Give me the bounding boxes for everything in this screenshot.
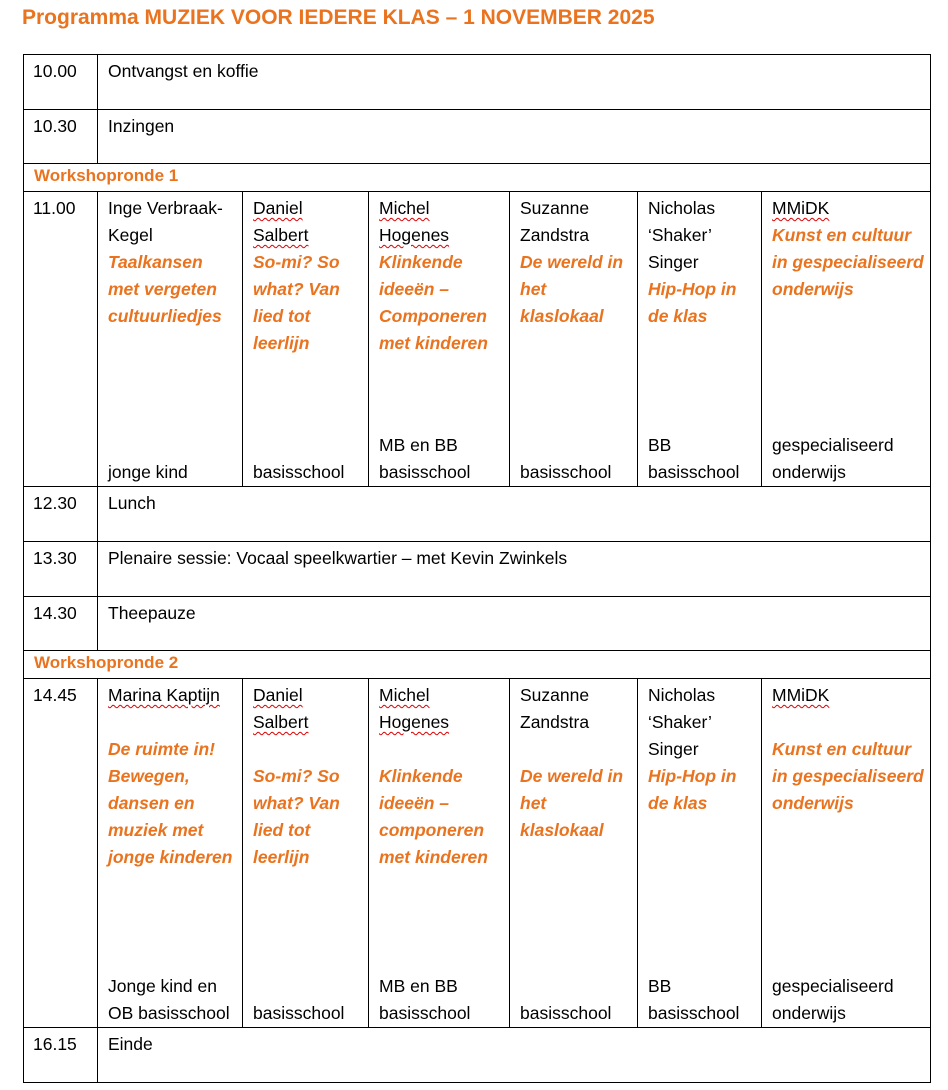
workshop-title: Kunst en cultuur in gespecialiseerd onderwijs <box>772 225 924 299</box>
time-cell: 16.15 <box>24 1028 98 1083</box>
presenter-name: Michel Hogenes <box>379 685 450 732</box>
workshop-audience: MB en BB basisschool <box>379 976 471 1023</box>
presenter-name: Suzanne Zandstra <box>520 198 590 245</box>
presenter-name: MMiDK <box>772 685 830 705</box>
workshop-cell <box>98 192 243 487</box>
page-title: Programma MUZIEK VOOR IEDERE KLAS – 1 NOVEMBER 2025 <box>22 6 655 29</box>
workshop-title: So-mi? So what? Van lied tot leerlijn <box>253 766 340 867</box>
workshop-title: So-mi? So what? Van lied tot leerlijn <box>253 252 340 353</box>
presenter-name: Daniel Salbert <box>253 198 309 245</box>
program-table <box>23 54 931 1083</box>
activity-cell: Lunch <box>98 487 931 542</box>
workshop-audience: MB en BB basisschool <box>379 435 471 482</box>
table-row <box>24 1028 931 1083</box>
section-header-round-1: Workshopronde 1 <box>24 164 931 192</box>
workshop-cell <box>243 679 369 1028</box>
workshop-cell <box>243 192 369 487</box>
workshop-audience: basisschool <box>253 1003 345 1023</box>
workshop-title: Taalkansen met vergeten cultuurliedjes <box>108 252 222 326</box>
presenter-name: Marina Kaptijn <box>108 685 220 705</box>
section-row <box>24 164 931 192</box>
workshop-title: Kunst en cultuur in gespecialiseerd onderwijs <box>772 739 924 813</box>
workshop-cell <box>638 192 762 487</box>
workshop-audience: gespecialiseerd onderwijs <box>772 435 894 482</box>
time-cell: 10.30 <box>24 110 98 164</box>
workshop-title: Hip-Hop in de klas <box>648 279 737 326</box>
activity-cell: Inzingen <box>98 110 931 164</box>
workshop-cell <box>369 679 510 1028</box>
workshop-cell <box>510 679 638 1028</box>
section-header-round-2: Workshopronde 2 <box>24 651 931 679</box>
workshop-audience: gespecialiseerd onderwijs <box>772 976 894 1023</box>
time-cell: 10.00 <box>24 55 98 110</box>
workshop-cell <box>98 679 243 1028</box>
presenter-name: Nicholas ‘Shaker’ Singer <box>648 198 716 272</box>
activity-cell: Ontvangst en koffie <box>98 55 931 110</box>
presenter-name: Suzanne Zandstra <box>520 685 590 732</box>
table-row <box>24 542 931 597</box>
presenter-name: Nicholas ‘Shaker’ Singer <box>648 685 716 759</box>
table-row <box>24 597 931 651</box>
workshop-audience: basisschool <box>520 1003 612 1023</box>
workshop-audience: BB basisschool <box>648 976 740 1023</box>
workshop-cell <box>762 192 931 487</box>
workshop-title: Hip-Hop in de klas <box>648 766 737 813</box>
workshop-audience: Jonge kind en OB basisschool <box>108 976 230 1023</box>
activity-cell: Einde <box>98 1028 931 1083</box>
activity-cell: Theepauze <box>98 597 931 651</box>
workshop-cell <box>762 679 931 1028</box>
workshop-title: De ruimte in! Bewegen, dansen en muziek met jonge kinderen <box>108 739 233 867</box>
workshop-cell <box>369 192 510 487</box>
section-row <box>24 651 931 679</box>
table-row <box>24 487 931 542</box>
workshop-audience: jonge kind <box>108 462 188 482</box>
table-row <box>24 55 931 110</box>
workshop-title: Klinkende ideeën – Componeren met kinderen <box>379 252 488 353</box>
workshop-title: De wereld in het klaslokaal <box>520 766 624 840</box>
workshop-title: De wereld in het klaslokaal <box>520 252 624 326</box>
workshop-cell <box>510 192 638 487</box>
workshop-title: Klinkende ideeën – componeren met kinderen <box>379 766 488 867</box>
workshop-row <box>24 192 931 487</box>
presenter-name: Michel Hogenes <box>379 198 450 245</box>
activity-cell: Plenaire sessie: Vocaal speelkwartier – met Kevin Zwinkels <box>98 542 931 597</box>
workshop-audience: BB basisschool <box>648 435 740 482</box>
time-cell: 13.30 <box>24 542 98 597</box>
presenter-name: Inge Verbraak-Kegel <box>108 198 223 245</box>
presenter-name: Daniel Salbert <box>253 685 309 732</box>
workshop-audience: basisschool <box>520 462 612 482</box>
presenter-name: MMiDK <box>772 198 830 218</box>
workshop-audience: basisschool <box>253 462 345 482</box>
time-cell: 14.30 <box>24 597 98 651</box>
workshop-row <box>24 679 931 1028</box>
time-cell: 14.45 <box>24 679 98 1028</box>
workshop-cell <box>638 679 762 1028</box>
table-row <box>24 110 931 164</box>
time-cell: 11.00 <box>24 192 98 487</box>
time-cell: 12.30 <box>24 487 98 542</box>
